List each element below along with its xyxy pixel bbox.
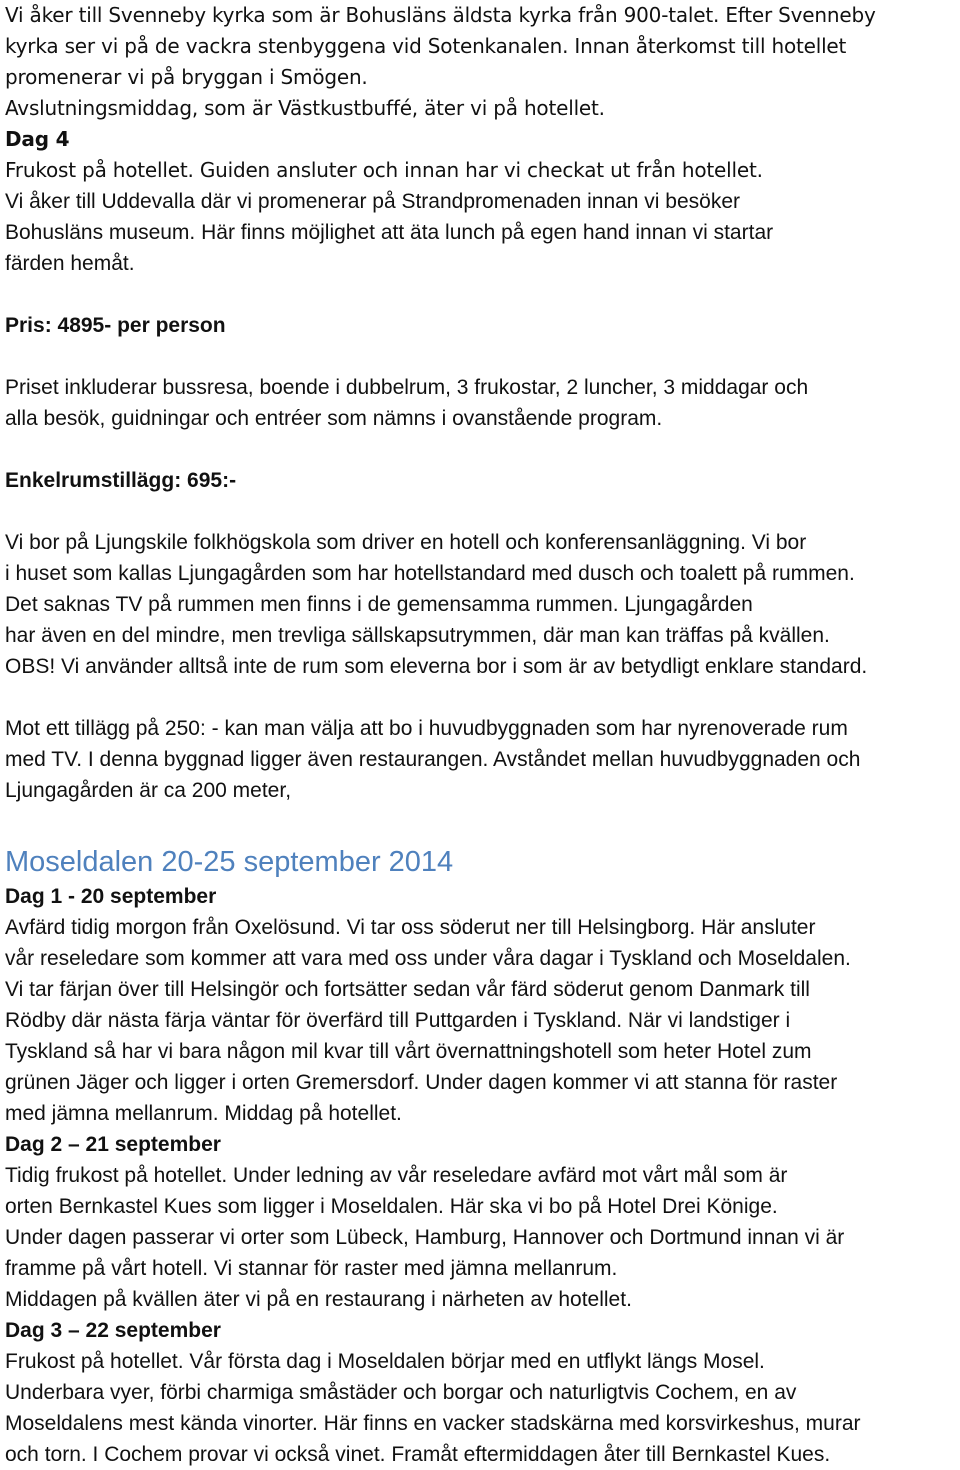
paragraph-line: med jämna mellanrum. Middag på hotellet. [5, 1102, 402, 1125]
spacer [5, 434, 957, 465]
paragraph-line: Middagen på kvällen äter vi på en restaurang i närheten av hotellet. [5, 1288, 632, 1311]
paragraph-line: Vi åker till Svenneby kyrka som är Bohusläns äldsta kyrka från 900-talet. Efter Svenneby [5, 3, 876, 27]
paragraph-line: Bohusläns museum. Här finns möjlighet att äta lunch på egen hand innan vi startar [5, 221, 774, 244]
paragraph-line: med TV. I denna byggnad ligger även restaurangen. Avståndet mellan huvudbyggnaden och [5, 748, 861, 771]
paragraph-line: Avslutningsmiddag, som är Västkustbuffé, äter vi på hotellet. [5, 96, 605, 120]
paragraph-line: Frukost på hotellet. Vår första dag i Moseldalen börjar med en utflykt längs Mosel. [5, 1350, 765, 1373]
paragraph-line: framme på vårt hotell. Vi stannar för raster med jämna mellanrum. [5, 1257, 618, 1280]
paragraph-line: Avfärd tidig morgon från Oxelösund. Vi tar oss söderut ner till Helsingborg. Här ansluter [5, 916, 816, 939]
day-heading: Dag 2 – 21 september [5, 1133, 221, 1156]
paragraph-line: Tyskland så har vi bara någon mil kvar till vårt övernattningshotell som heter Hotel zum [5, 1040, 812, 1063]
paragraph-line: Vi bor på Ljungskile folkhögskola som driver en hotell och konferensanläggning. Vi bor [5, 531, 807, 554]
paragraph-line: promenerar vi på bryggan i Smögen. [5, 65, 368, 89]
supplement-section [5, 713, 957, 806]
paragraph-line: Frukost på hotellet. Guiden ansluter och innan har vi checkat ut från hotellet. [5, 158, 763, 182]
paragraph-line: Tidig frukost på hotellet. Under ledning av vår reseledare avfärd mot vårt mål som är [5, 1164, 788, 1187]
paragraph-line: i huset som kallas Ljungagården som har hotellstandard med dusch och toalett på rummen. [5, 562, 855, 585]
paragraph-line: har även en del mindre, men trevliga sällskapsutrymmen, där man kan träffas på kvällen. [5, 624, 830, 647]
paragraph-line: kyrka ser vi på de vackra stenbyggena vid Sotenkanalen. Innan återkomst till hotellet [5, 34, 847, 58]
paragraph-line: OBS! Vi använder alltså inte de rum som eleverna bor i som är av betydligt enklare standard. [5, 655, 868, 678]
spacer [5, 341, 957, 372]
paragraph-line: grünen Jäger och ligger i orten Gremersdorf. Under dagen kommer vi att stanna för raster [5, 1071, 838, 1094]
day-heading: Dag 4 [5, 127, 70, 151]
paragraph-line: färden hemåt. [5, 252, 135, 275]
price-section [5, 310, 957, 434]
section-title: Moseldalen 20-25 september 2014 [5, 846, 454, 878]
spacer [5, 682, 957, 713]
paragraph-line: Mot ett tillägg på 250: - kan man välja att bo i huvudbyggnaden som har nyrenoverade rum [5, 717, 848, 740]
paragraph-line: Ljungagården är ca 200 meter, [5, 779, 292, 802]
spacer [5, 806, 957, 837]
day-heading: Dag 3 – 22 september [5, 1319, 221, 1342]
day4-section [5, 124, 957, 279]
paragraph-line: Det saknas TV på rummen men finns i de gemensamma rummen. Ljungagården [5, 593, 753, 616]
paragraph-line: Vi åker till Uddevalla där vi promenerar på Strandpromenaden innan vi besöker [5, 190, 741, 213]
paragraph-line: Vi tar färjan över till Helsingör och fortsätter sedan vår färd söderut genom Danmark till [5, 978, 810, 1001]
paragraph-line: alla besök, guidningar och entréer som nämns i ovanstående program. [5, 407, 663, 430]
price-label: Pris: 4895- per person [5, 314, 226, 337]
paragraph-line: Priset inkluderar bussresa, boende i dubbelrum, 3 frukostar, 2 luncher, 3 middagar och [5, 376, 809, 399]
paragraph-line: Under dagen passerar vi orter som Lübeck, Hamburg, Hannover och Dortmund innan vi är [5, 1226, 845, 1249]
single-room-section [5, 465, 957, 682]
mosel-section [5, 843, 957, 1470]
spacer [5, 496, 957, 527]
document-page [5, 0, 957, 1470]
paragraph-line: Underbara vyer, förbi charmiga småstäder och borgar och naturligtvis Cochem, en av [5, 1381, 797, 1404]
paragraph-line: vår reseledare som kommer att vara med oss under våra dagar i Tyskland och Moseldalen. [5, 947, 851, 970]
intro-section [5, 0, 957, 124]
paragraph-line: och torn. I Cochem provar vi också vinet. Framåt eftermiddagen åter till Bernkastel Kues. [5, 1443, 831, 1466]
paragraph-line: orten Bernkastel Kues som ligger i Moseldalen. Här ska vi bo på Hotel Drei Könige. [5, 1195, 778, 1218]
day-heading: Dag 1 - 20 september [5, 885, 217, 908]
single-room-label: Enkelrumstillägg: 695:- [5, 469, 237, 492]
paragraph-line: Moseldalens mest kända vinorter. Här finns en vacker stadskärna med korsvirkeshus, murar [5, 1412, 861, 1435]
spacer [5, 279, 957, 310]
paragraph-line: Rödby där nästa färja väntar för överfärd till Puttgarden i Tyskland. När vi landstiger i [5, 1009, 791, 1032]
